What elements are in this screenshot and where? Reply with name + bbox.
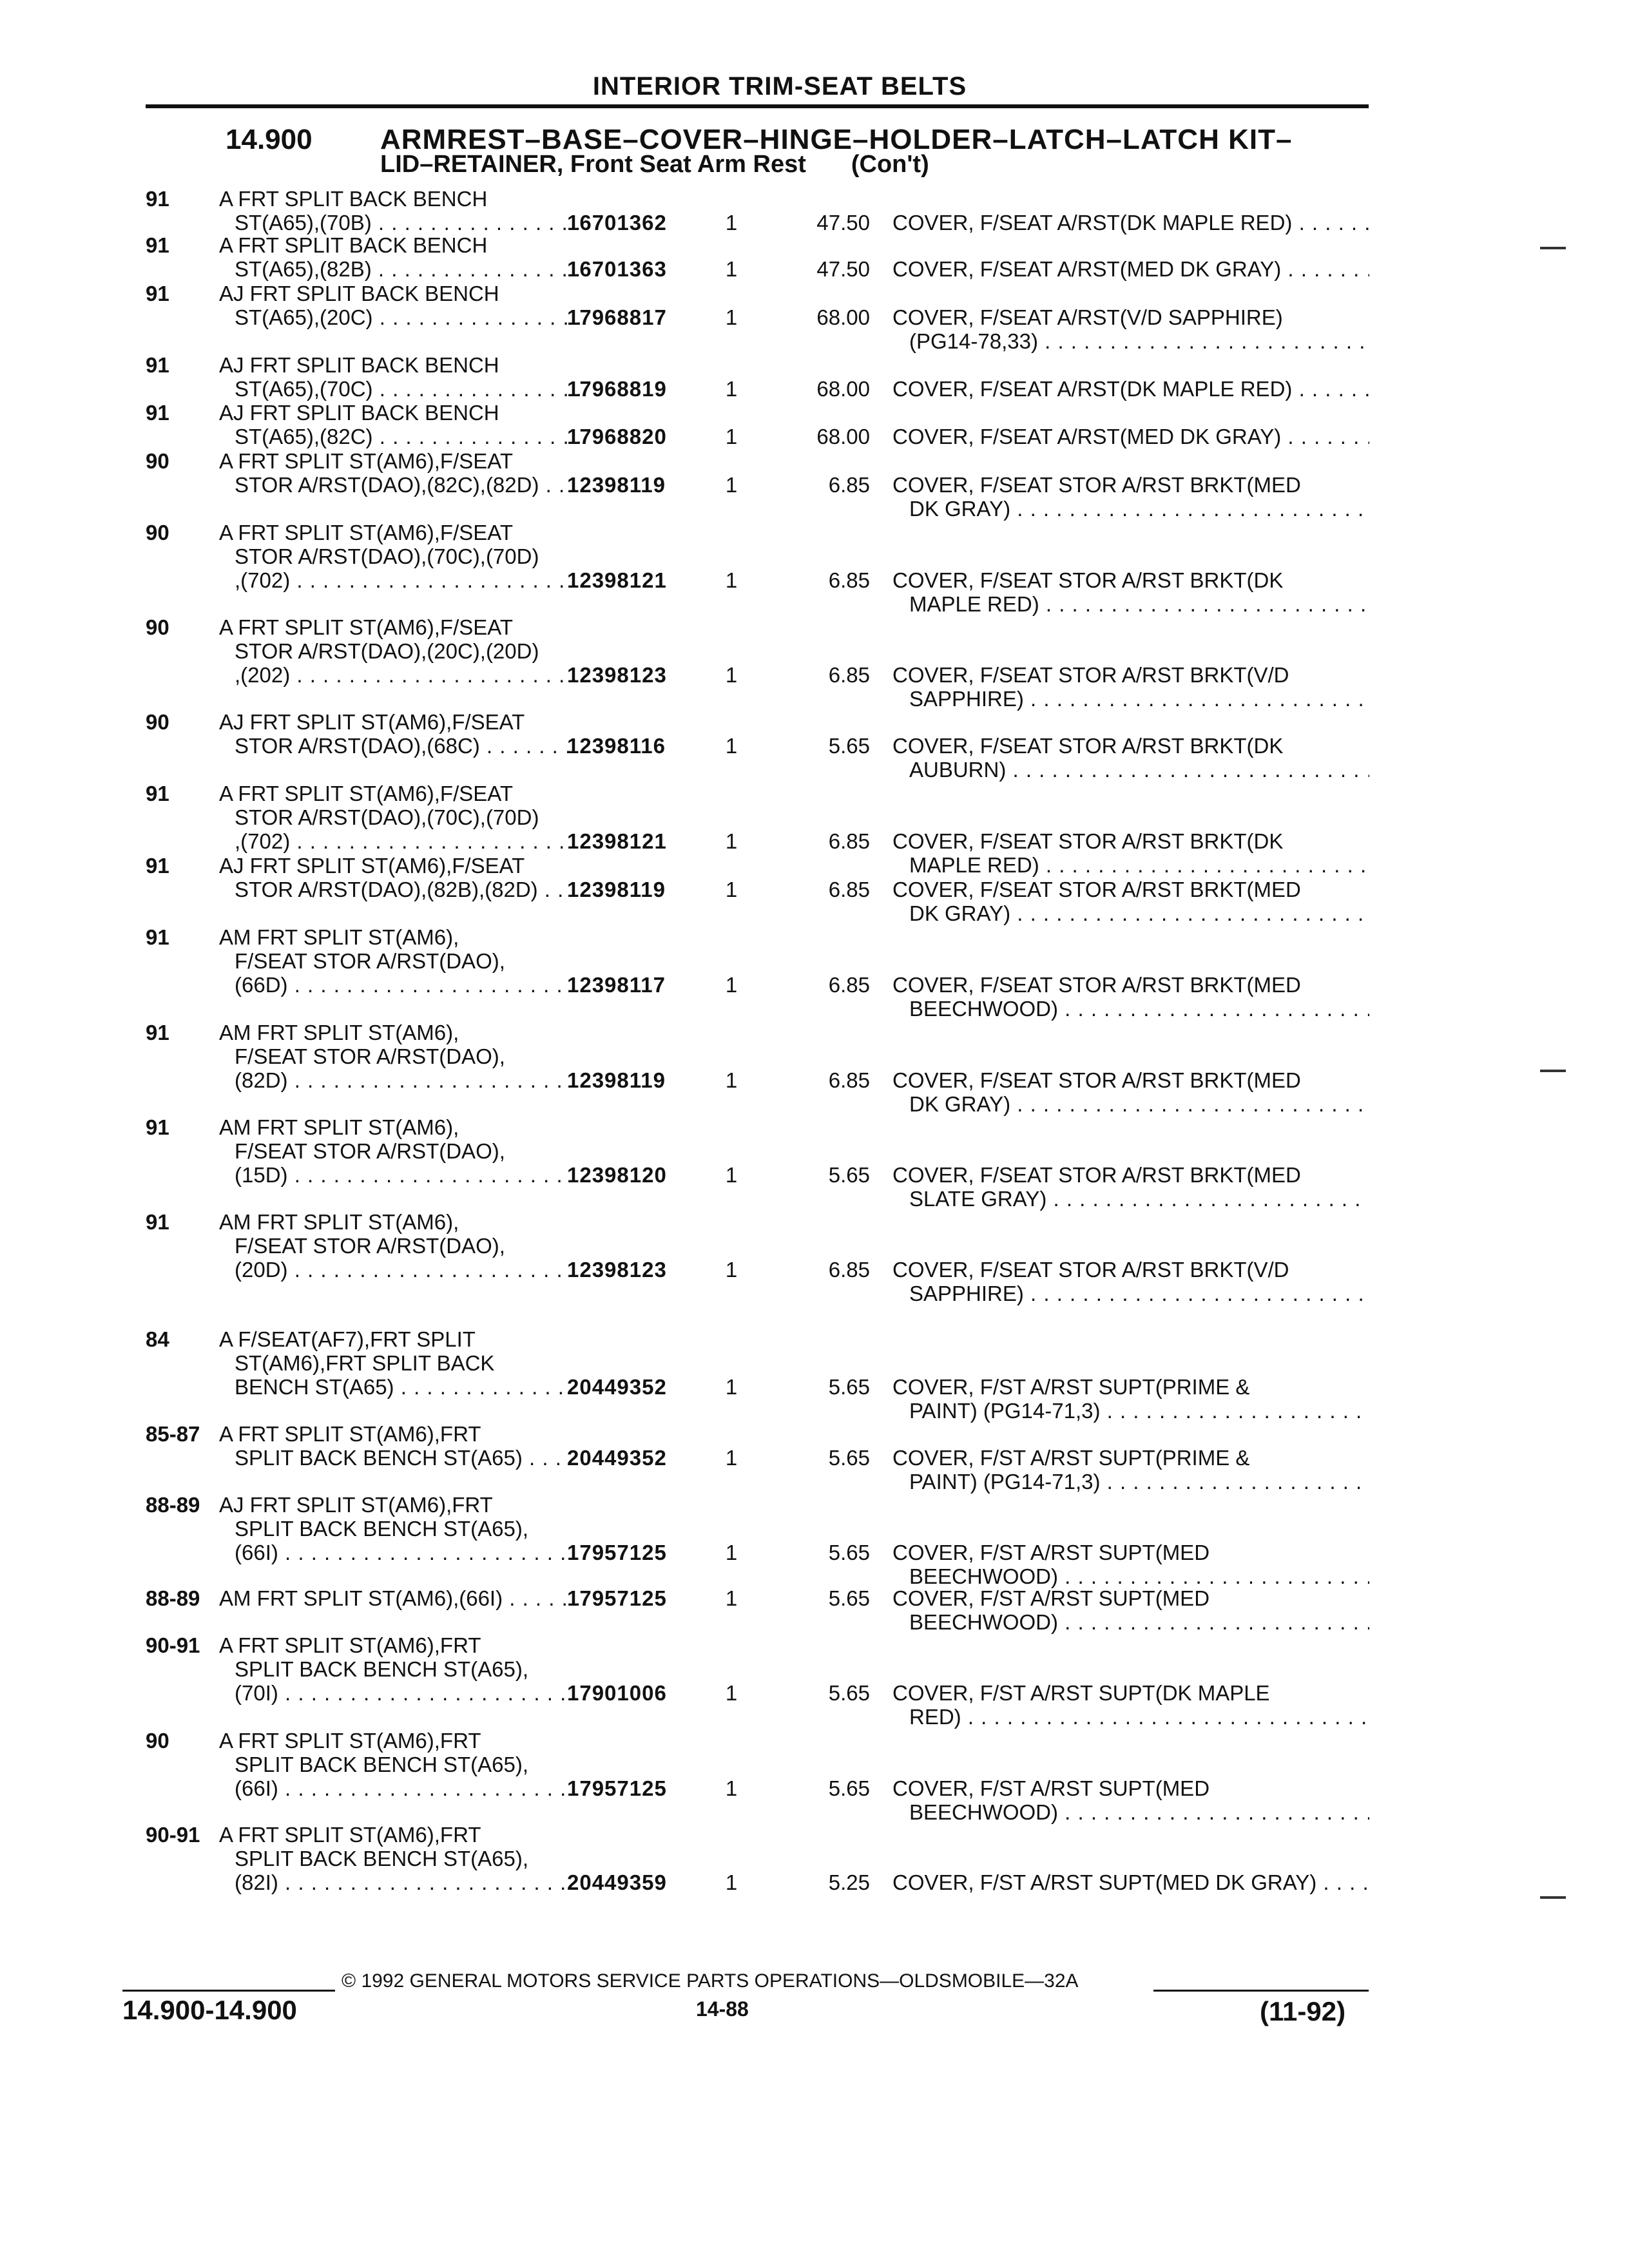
model-year: 90 <box>146 449 169 473</box>
part-number: 12398119 <box>567 878 666 901</box>
model-year: 90 <box>146 710 169 734</box>
price: 68.00 <box>816 305 870 329</box>
description-line: SPLIT BACK BENCH ST(A65), <box>235 1847 529 1870</box>
description-line: SPLIT BACK BENCH ST(A65), <box>235 1657 529 1681</box>
quantity: 1 <box>725 305 738 329</box>
application-description <box>219 282 580 329</box>
section-title-line1: ARMREST–BASE–COVER–HINGE–HOLDER–LATCH–LATCH KIT– <box>380 124 1293 155</box>
model-year: 90 <box>146 1729 169 1753</box>
part-name-line: PAINT) (PG14-71,3) . . . <box>892 1470 1369 1494</box>
part-name-line: COVER, F/ST A/RST SUPT(PRIME & <box>892 1375 1250 1399</box>
application-description <box>219 1493 580 1564</box>
model-year: 91 <box>146 187 169 211</box>
model-year: 91 <box>146 401 169 425</box>
part-name-line: BEECHWOOD) . . . <box>892 1564 1369 1588</box>
part-number: 12398123 <box>567 1258 667 1282</box>
model-year: 90-91 <box>146 1633 200 1657</box>
description-line: AJ FRT SPLIT ST(AM6),F/SEAT <box>219 854 525 878</box>
description-line: (82I) . . . <box>219 1870 580 1894</box>
price: 6.85 <box>828 1068 870 1092</box>
part-name-line: COVER, F/ST A/RST SUPT(DK MAPLE <box>892 1681 1270 1705</box>
description-line: F/SEAT STOR A/RST(DAO), <box>235 1044 505 1068</box>
part-name-line: COVER, F/SEAT A/RST(MED DK GRAY) . . . <box>892 257 1369 281</box>
description-line: (66I) . . . <box>219 1776 580 1800</box>
margin-mark <box>1540 247 1566 249</box>
part-number: 17957125 <box>567 1541 667 1564</box>
quantity: 1 <box>725 1541 738 1564</box>
part-name-line: COVER, F/SEAT STOR A/RST BRKT(V/D <box>892 663 1289 687</box>
description-line: ST(A65),(82B) . . . <box>219 257 580 281</box>
quantity: 1 <box>725 734 738 758</box>
part-name <box>892 1870 1369 1894</box>
section-range: 14.900-14.900 <box>122 1995 297 2025</box>
part-number: 12398123 <box>567 663 667 687</box>
part-name-line: DK GRAY) . . . <box>892 901 1369 925</box>
description-line: AJ FRT SPLIT BACK BENCH <box>219 401 499 425</box>
description-line: (82D) . . . <box>219 1068 580 1092</box>
application-description <box>219 782 580 853</box>
quantity: 1 <box>725 211 738 235</box>
description-line: STOR A/RST(DAO),(70C),(70D) <box>235 544 539 568</box>
part-name <box>892 1446 1369 1494</box>
page-title: INTERIOR TRIM-SEAT BELTS <box>592 72 967 101</box>
description-line: AJ FRT SPLIT ST(AM6),FRT <box>219 1493 493 1517</box>
price: 5.65 <box>828 1586 870 1610</box>
model-year: 91 <box>146 854 169 878</box>
price: 47.50 <box>816 211 870 235</box>
part-name <box>892 1776 1369 1824</box>
price: 6.85 <box>828 1258 870 1282</box>
description-line: SPLIT BACK BENCH ST(A65) . . . <box>219 1446 580 1470</box>
part-name-line: COVER, F/SEAT A/RST(DK MAPLE RED) . . . <box>892 211 1369 235</box>
part-name-line: COVER, F/SEAT A/RST(V/D SAPPHIRE) <box>892 305 1283 329</box>
model-year: 91 <box>146 782 169 805</box>
section-title-line2 <box>380 151 929 178</box>
part-number: 17968819 <box>567 377 667 401</box>
quantity: 1 <box>725 473 738 497</box>
part-number: 20449359 <box>567 1870 667 1894</box>
application-description <box>219 925 580 997</box>
description-line: F/SEAT STOR A/RST(DAO), <box>235 949 505 973</box>
description-line: A FRT SPLIT ST(AM6),FRT <box>219 1633 481 1657</box>
description-line: A FRT SPLIT ST(AM6),F/SEAT <box>219 449 513 473</box>
part-name <box>892 734 1369 782</box>
part-name-line: COVER, F/SEAT STOR A/RST BRKT(MED <box>892 878 1301 901</box>
part-name <box>892 663 1369 711</box>
part-name <box>892 473 1369 521</box>
part-number: 20449352 <box>567 1446 667 1470</box>
part-name <box>892 1681 1369 1729</box>
price: 6.85 <box>828 473 870 497</box>
description-line: AJ FRT SPLIT BACK BENCH <box>219 353 499 377</box>
model-year: 91 <box>146 282 169 305</box>
price: 5.65 <box>828 1163 870 1187</box>
model-year: 91 <box>146 1115 169 1139</box>
model-year: 91 <box>146 353 169 377</box>
application-description <box>219 1586 580 1610</box>
part-name-line: BEECHWOOD) . . . <box>892 997 1369 1021</box>
part-name <box>892 257 1369 281</box>
description-line: A FRT SPLIT ST(AM6),FRT <box>219 1729 481 1753</box>
quantity: 1 <box>725 1681 738 1705</box>
price: 5.65 <box>828 1776 870 1800</box>
description-line: (66D) . . . <box>219 973 580 997</box>
description-line: ,(202) . . . <box>219 663 580 687</box>
part-number: 12398119 <box>567 1068 666 1092</box>
part-name <box>892 1541 1369 1588</box>
part-name-line: COVER, F/SEAT A/RST(DK MAPLE RED) . . . <box>892 377 1369 401</box>
model-year: 90-91 <box>146 1823 200 1847</box>
model-year: 88-89 <box>146 1586 200 1610</box>
application-description <box>219 1633 580 1705</box>
description-line: STOR A/RST(DAO),(20C),(20D) <box>235 639 539 663</box>
part-name <box>892 305 1369 353</box>
application-description <box>219 449 580 497</box>
description-line: F/SEAT STOR A/RST(DAO), <box>235 1139 505 1163</box>
quantity: 1 <box>725 425 738 448</box>
part-name-line: COVER, F/SEAT STOR A/RST BRKT(MED <box>892 973 1301 997</box>
part-name-line: COVER, F/SEAT STOR A/RST BRKT(DK <box>892 829 1284 853</box>
description-line: SPLIT BACK BENCH ST(A65), <box>235 1517 529 1541</box>
part-number: 20449352 <box>567 1375 667 1399</box>
model-year: 85-87 <box>146 1422 200 1446</box>
part-number: 12398120 <box>567 1163 667 1187</box>
model-year: 91 <box>146 925 169 949</box>
application-description <box>219 187 580 235</box>
part-number: 12398121 <box>567 568 667 592</box>
price: 5.65 <box>828 1446 870 1470</box>
part-name-line: RED) . . . <box>892 1705 1369 1729</box>
price: 6.85 <box>828 663 870 687</box>
section-number: 14.900 <box>226 124 313 155</box>
quantity: 1 <box>725 1776 738 1800</box>
footer-rule-right <box>1153 1990 1369 1992</box>
description-line: A FRT SPLIT ST(AM6),F/SEAT <box>219 782 513 805</box>
description-line: AM FRT SPLIT ST(AM6), <box>219 1021 459 1044</box>
part-name <box>892 829 1369 877</box>
continued-label: (Con't) <box>851 151 929 178</box>
description-line: BENCH ST(A65) . . . <box>219 1375 580 1399</box>
part-name-line: MAPLE RED) . . . <box>892 592 1369 616</box>
part-name-line: COVER, F/SEAT A/RST(MED DK GRAY) . . . <box>892 425 1369 448</box>
part-name-line: COVER, F/SEAT STOR A/RST BRKT(DK <box>892 734 1284 758</box>
quantity: 1 <box>725 1870 738 1894</box>
quantity: 1 <box>725 829 738 853</box>
part-name-line: MAPLE RED) . . . <box>892 853 1369 877</box>
part-name-line: COVER, F/SEAT STOR A/RST BRKT(DK <box>892 568 1284 592</box>
footer-rule-left <box>122 1990 335 1992</box>
quantity: 1 <box>725 1068 738 1092</box>
part-number: 17968820 <box>567 425 667 448</box>
part-number: 12398117 <box>567 973 666 997</box>
header-divider <box>146 104 1369 108</box>
quantity: 1 <box>725 973 738 997</box>
part-name <box>892 1163 1369 1211</box>
quantity: 1 <box>725 878 738 901</box>
application-description <box>219 1021 580 1092</box>
application-description <box>219 1823 580 1894</box>
model-year: 91 <box>146 233 169 257</box>
part-name-line: SLATE GRAY) . . . <box>892 1187 1369 1211</box>
part-name-line: SAPPHIRE) . . . <box>892 687 1369 711</box>
description-line: AM FRT SPLIT ST(AM6), <box>219 1210 459 1234</box>
part-name <box>892 1586 1369 1634</box>
copyright-notice: © 1992 GENERAL MOTORS SERVICE PARTS OPERATIONS—OLDSMOBILE—32A <box>342 1970 1079 1992</box>
part-name-line: COVER, F/ST A/RST SUPT(MED <box>892 1541 1210 1564</box>
price: 6.85 <box>828 973 870 997</box>
quantity: 1 <box>725 663 738 687</box>
description-line: STOR A/RST(DAO),(82B),(82D) . . . <box>219 878 580 901</box>
page-number: 14-88 <box>696 1997 749 2021</box>
part-name-line: BEECHWOOD) . . . <box>892 1610 1369 1634</box>
quantity: 1 <box>725 1586 738 1610</box>
application-description <box>219 1115 580 1187</box>
price: 5.65 <box>828 734 870 758</box>
application-description <box>219 233 580 281</box>
price: 5.25 <box>828 1870 870 1894</box>
part-name-line: COVER, F/SEAT STOR A/RST BRKT(MED <box>892 1163 1301 1187</box>
part-name <box>892 1068 1369 1116</box>
description-line: A FRT SPLIT BACK BENCH <box>219 187 488 211</box>
part-number: 17968817 <box>567 305 667 329</box>
description-line: AM FRT SPLIT ST(AM6), <box>219 1115 459 1139</box>
description-line: AM FRT SPLIT ST(AM6),(66I) . . . <box>219 1586 580 1610</box>
quantity: 1 <box>725 1258 738 1282</box>
price: 5.65 <box>828 1681 870 1705</box>
part-name <box>892 377 1369 401</box>
description-line: ,(702) . . . <box>219 829 580 853</box>
part-number: 17901006 <box>567 1681 667 1705</box>
model-year: 91 <box>146 1021 169 1044</box>
description-line: (15D) . . . <box>219 1163 580 1187</box>
part-number: 16701362 <box>567 211 667 235</box>
part-name <box>892 425 1369 448</box>
description-line: A FRT SPLIT BACK BENCH <box>219 233 488 257</box>
model-year: 90 <box>146 521 169 544</box>
description-line: ST(A65),(70B) . . . <box>219 211 580 235</box>
part-name-line: COVER, F/ST A/RST SUPT(MED <box>892 1776 1210 1800</box>
description-line: ST(A65),(70C) . . . <box>219 377 580 401</box>
description-line: A FRT SPLIT ST(AM6),FRT <box>219 1422 481 1446</box>
part-name-line: PAINT) (PG14-71,3) . . . <box>892 1399 1369 1423</box>
part-number: 12398119 <box>567 473 666 497</box>
part-name <box>892 1258 1369 1305</box>
part-number: 12398121 <box>567 829 667 853</box>
description-line: ST(AM6),FRT SPLIT BACK <box>235 1351 495 1375</box>
description-line: STOR A/RST(DAO),(82C),(82D) . . . <box>219 473 580 497</box>
description-line: AJ FRT SPLIT BACK BENCH <box>219 282 499 305</box>
part-number: 17957125 <box>567 1586 667 1610</box>
margin-mark <box>1540 1070 1566 1072</box>
application-description <box>219 521 580 592</box>
description-line: (66I) . . . <box>219 1541 580 1564</box>
quantity: 1 <box>725 1163 738 1187</box>
part-name <box>892 1375 1369 1423</box>
part-name <box>892 568 1369 616</box>
application-description <box>219 1422 580 1470</box>
part-name <box>892 211 1369 235</box>
part-name <box>892 973 1369 1021</box>
application-description <box>219 1327 580 1399</box>
part-name-line: BEECHWOOD) . . . <box>892 1800 1369 1824</box>
part-name-line: AUBURN) . . . <box>892 758 1369 782</box>
part-name <box>892 878 1369 925</box>
price: 6.85 <box>828 829 870 853</box>
quantity: 1 <box>725 1446 738 1470</box>
part-number: 16701363 <box>567 257 667 281</box>
description-line: A FRT SPLIT ST(AM6),F/SEAT <box>219 615 513 639</box>
description-line: STOR A/RST(DAO),(68C) . . . <box>219 734 580 758</box>
description-line: (70I) . . . <box>219 1681 580 1705</box>
description-line: ,(702) . . . <box>219 568 580 592</box>
description-line: AJ FRT SPLIT ST(AM6),F/SEAT <box>219 710 525 734</box>
part-number: 17957125 <box>567 1776 667 1800</box>
part-name-line: COVER, F/ST A/RST SUPT(PRIME & <box>892 1446 1250 1470</box>
part-name-line: SAPPHIRE) . . . <box>892 1282 1369 1305</box>
part-name-line: COVER, F/ST A/RST SUPT(MED <box>892 1586 1210 1610</box>
model-year: 90 <box>146 615 169 639</box>
part-name-line: DK GRAY) . . . <box>892 1092 1369 1116</box>
application-description <box>219 710 580 758</box>
model-year: 91 <box>146 1210 169 1234</box>
application-description <box>219 353 580 401</box>
part-name-line: (PG14-78,33) . . . <box>892 329 1369 353</box>
application-description <box>219 615 580 687</box>
quantity: 1 <box>725 568 738 592</box>
part-name-line: COVER, F/SEAT STOR A/RST BRKT(MED <box>892 473 1301 497</box>
model-year: 88-89 <box>146 1493 200 1517</box>
revision-date: (11-92) <box>1260 1996 1346 2026</box>
quantity: 1 <box>725 257 738 281</box>
description-line: STOR A/RST(DAO),(70C),(70D) <box>235 805 539 829</box>
price: 68.00 <box>816 377 870 401</box>
description-line: (20D) . . . <box>219 1258 580 1282</box>
part-name-line: DK GRAY) . . . <box>892 497 1369 521</box>
part-name-line: COVER, F/SEAT STOR A/RST BRKT(V/D <box>892 1258 1289 1282</box>
quantity: 1 <box>725 1375 738 1399</box>
description-line: A FRT SPLIT ST(AM6),F/SEAT <box>219 521 513 544</box>
part-name-line: COVER, F/SEAT STOR A/RST BRKT(MED <box>892 1068 1301 1092</box>
part-number: 12398116 <box>567 734 666 758</box>
application-description <box>219 854 580 901</box>
description-line: ST(A65),(20C) . . . <box>219 305 580 329</box>
price: 47.50 <box>816 257 870 281</box>
section-title-text: LID–RETAINER, Front Seat Arm Rest <box>380 151 806 178</box>
quantity: 1 <box>725 377 738 401</box>
application-description <box>219 1729 580 1800</box>
description-line: A FRT SPLIT ST(AM6),FRT <box>219 1823 481 1847</box>
price: 5.65 <box>828 1375 870 1399</box>
application-description <box>219 1210 580 1282</box>
part-name-line: COVER, F/ST A/RST SUPT(MED DK GRAY) . . . <box>892 1870 1369 1894</box>
description-line: SPLIT BACK BENCH ST(A65), <box>235 1753 529 1776</box>
price: 6.85 <box>828 878 870 901</box>
price: 6.85 <box>828 568 870 592</box>
description-line: A F/SEAT(AF7),FRT SPLIT <box>219 1327 476 1351</box>
model-year: 84 <box>146 1327 169 1351</box>
description-line: ST(A65),(82C) . . . <box>219 425 580 448</box>
description-line: AM FRT SPLIT ST(AM6), <box>219 925 459 949</box>
application-description <box>219 401 580 448</box>
price: 5.65 <box>828 1541 870 1564</box>
margin-mark <box>1540 1896 1566 1899</box>
price: 68.00 <box>816 425 870 448</box>
description-line: F/SEAT STOR A/RST(DAO), <box>235 1234 505 1258</box>
